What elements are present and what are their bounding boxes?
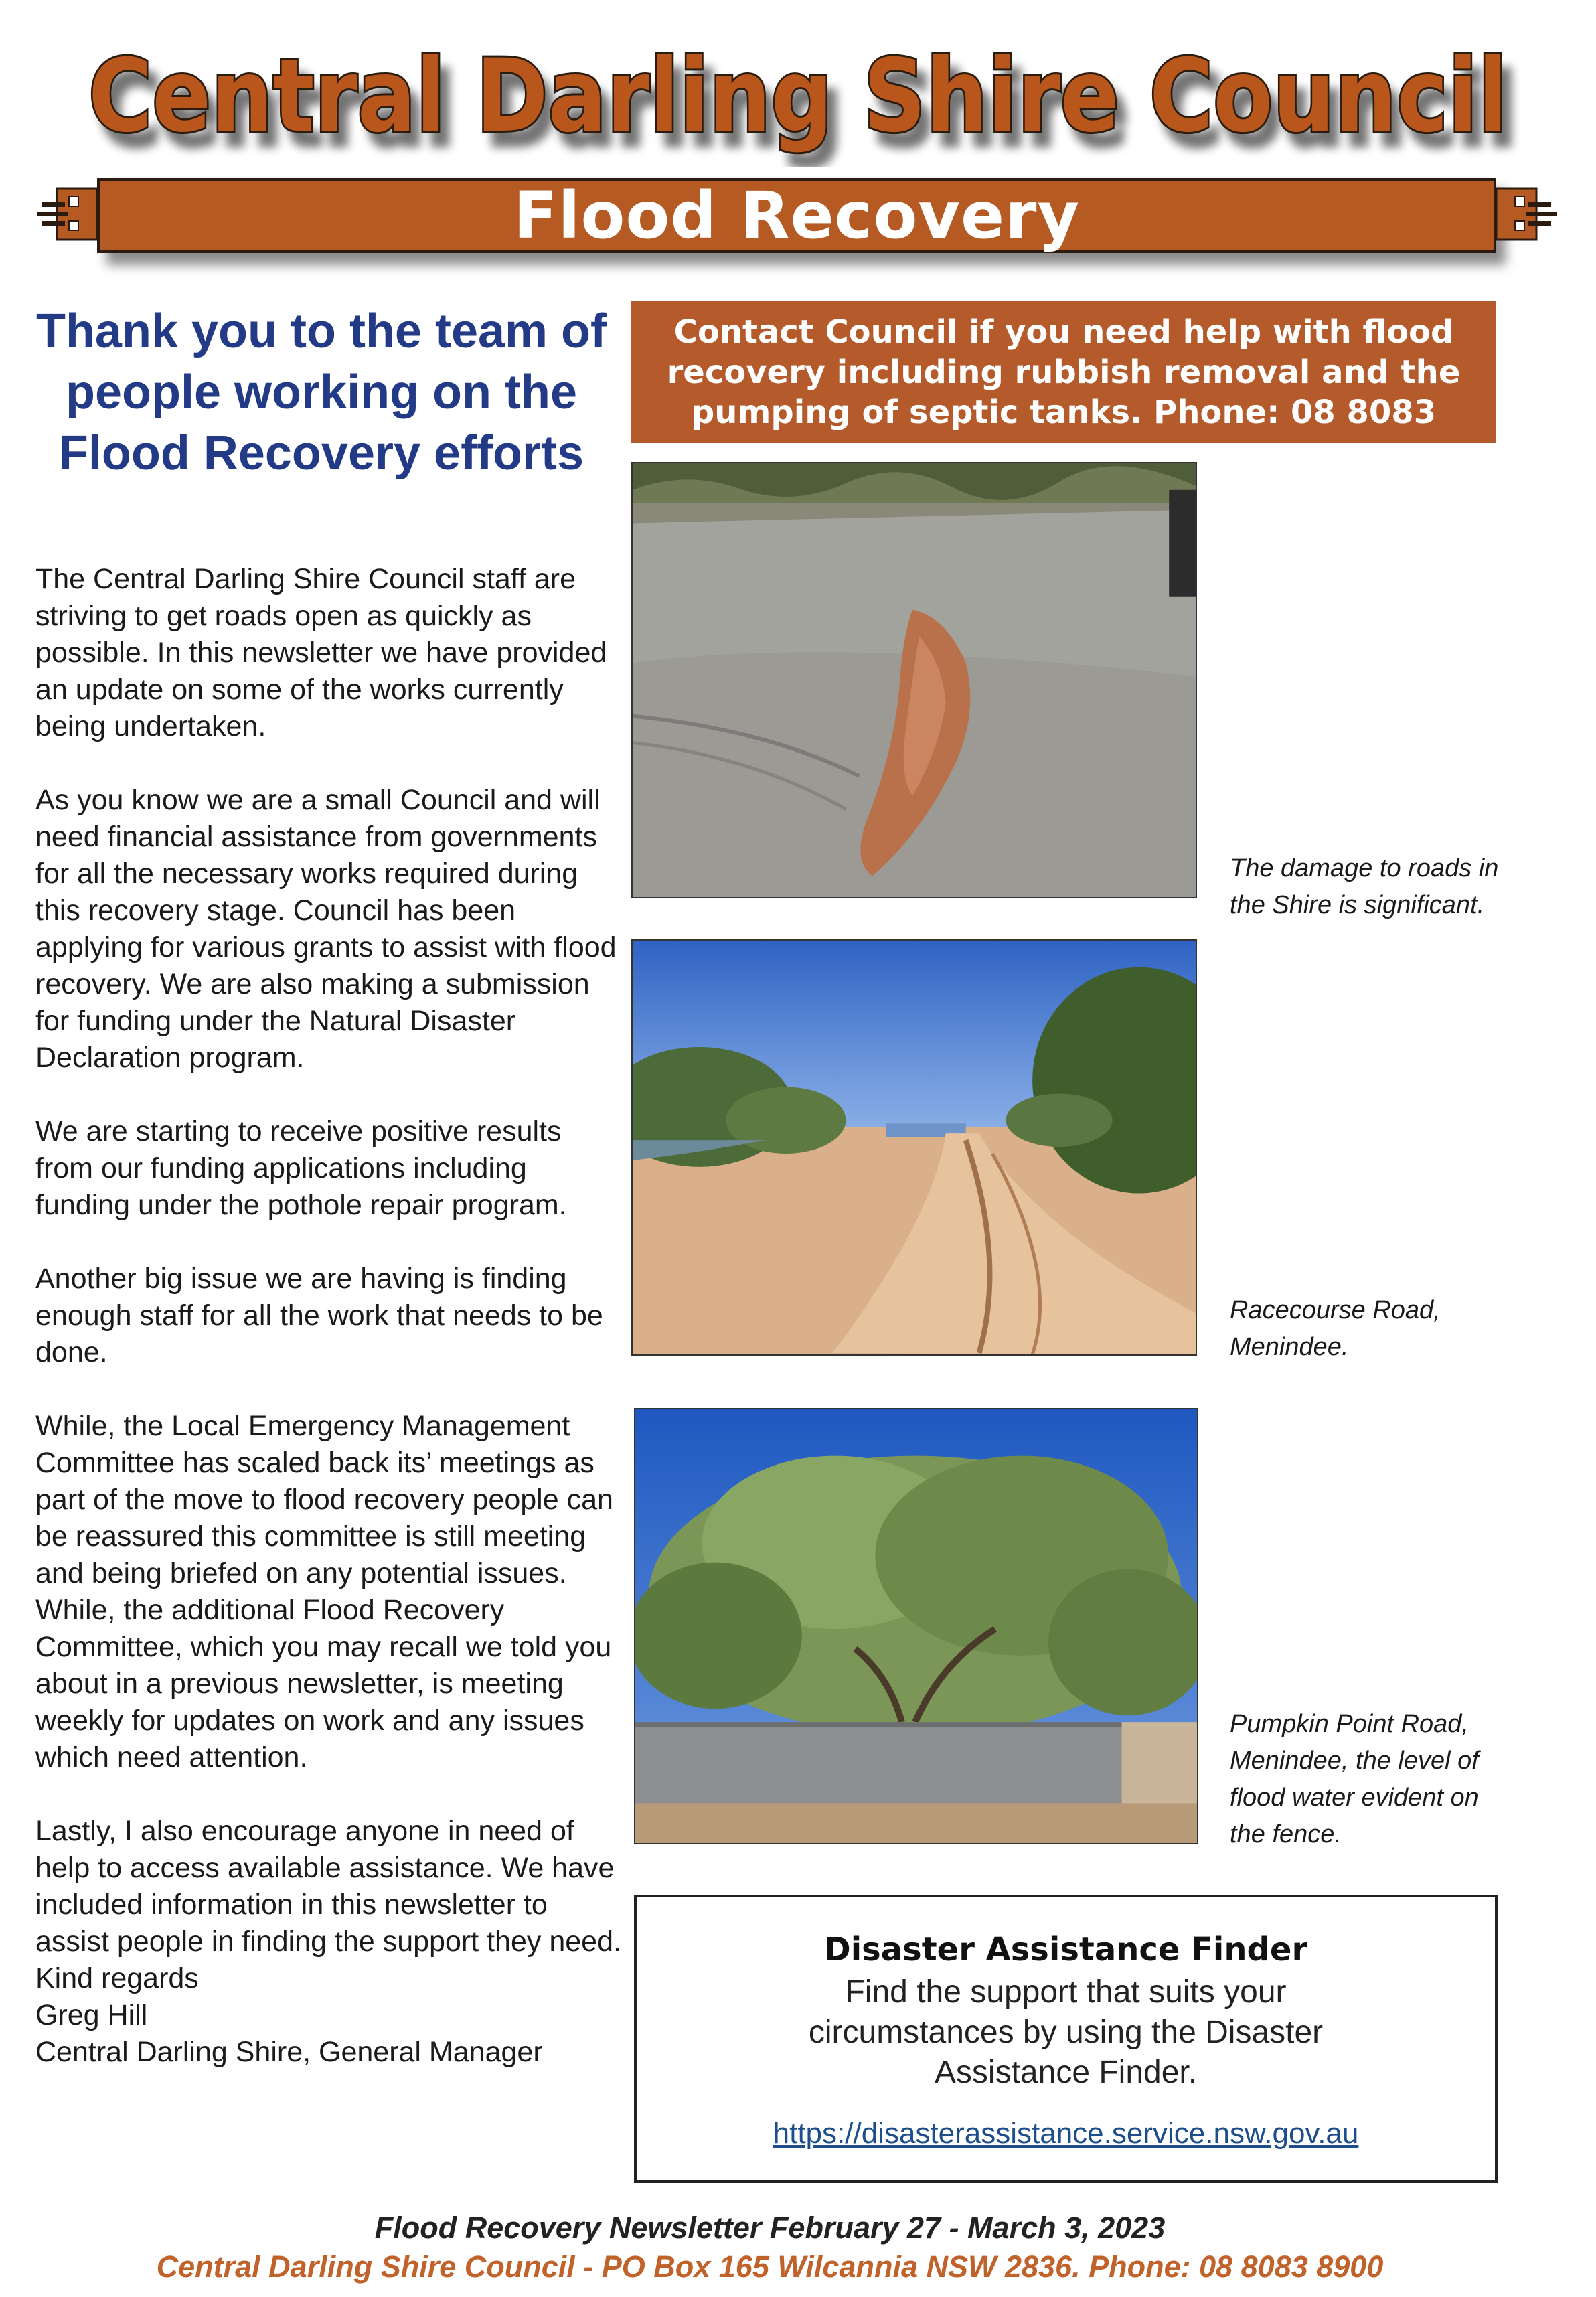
footer-council-address: Central Darling Shire Council - PO Box 165 Wilcannia NSW 2836. Phone: 08 8083 8900 [156, 2249, 1384, 2284]
masthead-title: Central Darling Shire Council [88, 38, 1508, 155]
caption-racecourse-road: Racecourse Road, Menindee. [1230, 1296, 1441, 1361]
paragraph-roads: The Central Darling Shire Council staff are striving to get roads open as quickly as possible. In this newsletter we have provided an update on some of the works currently being undertaken. [35, 563, 607, 742]
masthead [0, 33, 1596, 167]
banner-left-ornament [37, 187, 97, 241]
signature-title: Central Darling Shire, General Manager [35, 2036, 543, 2068]
paragraph-funding: As you know we are a small Council and will need financial assistance from governments for all the necessary works required during this recovery stage. Council has been applying for various grants to assist with flood recovery. We are also making a submission for funding under the Natural Disaster Declaration program. [35, 784, 617, 1074]
paragraph-committee: While, the Local Emergency Management Committee has scaled back its’ meetings as part of the move to flood recovery people can be reassured this committee is still meeting and being briefed on any potential issues. While, the additional Flood Recovery Committee, which you may recall we told you about in a previous newsletter, is meeting weekly for updates on work and any issues which need attention. [35, 1410, 613, 1773]
photo-damaged-road [631, 462, 1197, 898]
banner-bar [97, 178, 1496, 253]
paragraph-results: We are starting to receive positive results from our funding applications including funding under the pothole repair program. [35, 1115, 567, 1221]
disaster-assistance-link[interactable]: https://disasterassistance.service.nsw.gov.au [773, 2117, 1359, 2150]
lead-heading: Thank you to the team of people working on the Flood Recovery efforts [35, 305, 607, 480]
article-body [35, 561, 625, 2071]
footer-newsletter-date: Flood Recovery Newsletter February 27 - March 3, 2023 [374, 2211, 1166, 2245]
finder-body: Find the support that suits your circumstances by using the Disaster Assistance Finder. [808, 1974, 1324, 2090]
disaster-assistance-finder-box [634, 1895, 1498, 2183]
photo-pumpkin-point-road [634, 1408, 1198, 1844]
masthead-title-graphic [0, 33, 1596, 167]
banner [37, 173, 1557, 266]
banner-right-ornament [1496, 187, 1557, 241]
signoff: Kind regards [35, 1962, 199, 1994]
caption-pumpkin-point-road: Pumpkin Point Road, Menindee, the level of flood water evident on the fence. [1230, 1710, 1479, 1848]
paragraph-staff: Another big issue we are having is finding enough staff for all the work that needs to be done. [35, 1263, 603, 1368]
caption-damaged-road: The damage to roads in the Shire is significant. [1230, 854, 1499, 919]
signature-name: Greg Hill [35, 1999, 148, 2031]
banner-title: Flood Recovery [513, 178, 1081, 253]
paragraph-assistance: Lastly, I also encourage anyone in need of help to access available assistance. We have included information in this newsletter to assist people in finding the support they need. [35, 1815, 621, 1958]
photo-racecourse-road [631, 939, 1197, 1356]
contact-council-box: Contact Council if you need help with flood recovery including rubbish removal and the pumping of septic tanks. Phone: 08 8083 [631, 301, 1496, 443]
finder-title: Disaster Assistance Finder [823, 1931, 1308, 1968]
